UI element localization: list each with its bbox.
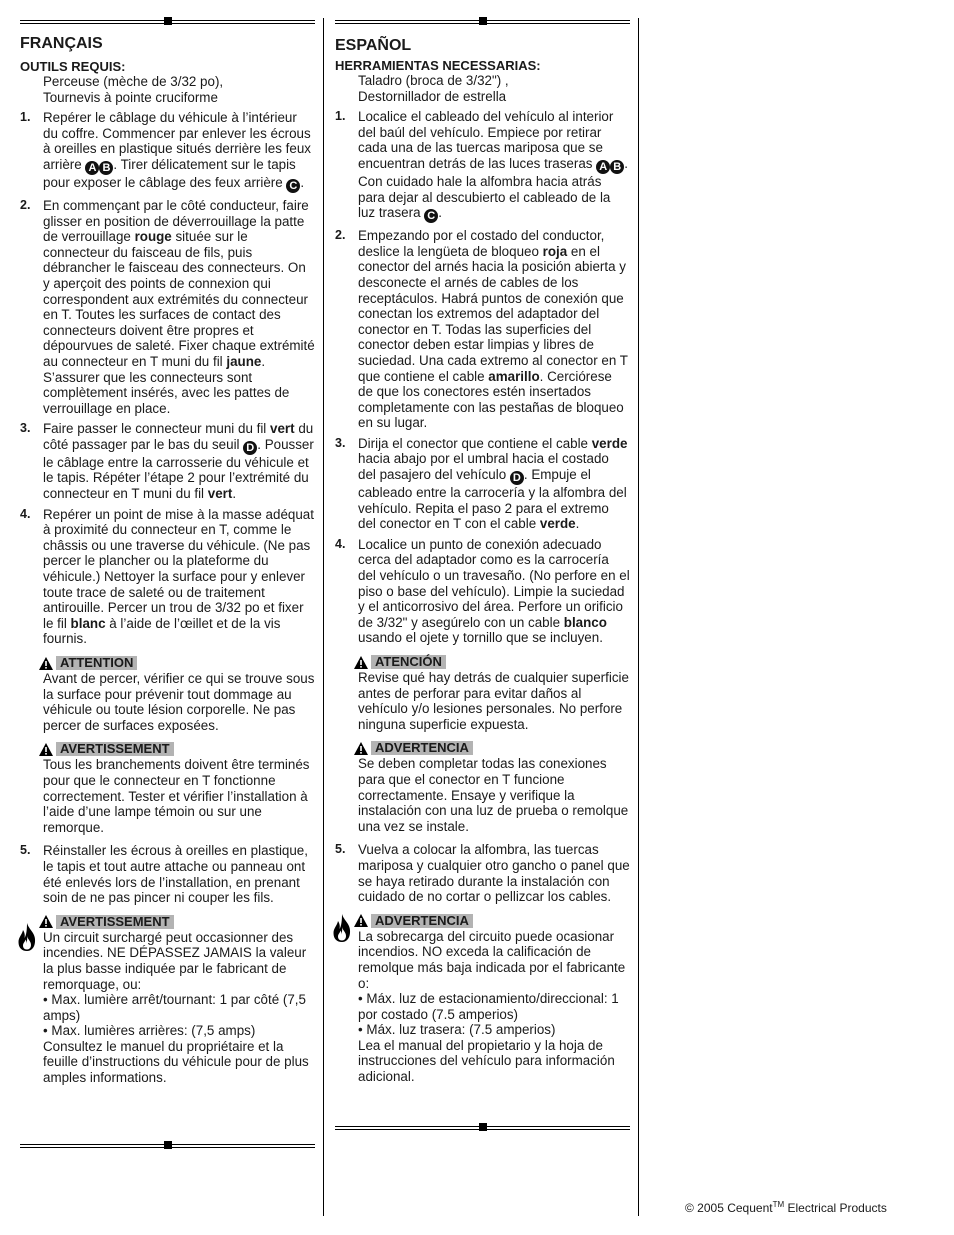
flame-icon bbox=[16, 922, 38, 952]
warning-triangle-icon bbox=[354, 742, 368, 755]
step-number: 4. bbox=[335, 536, 346, 551]
french-step-3: 3. Faire passer le connecteur muni du fil vert du côté passager par le bas du seuil D . Pousser le câblage entre la carrosserie du véhicule et le tapis. Répéter l’étape 2 pour l’extrémité du connecteur en T muni du fil vert. bbox=[20, 421, 314, 502]
french-warning-box-1 bbox=[20, 741, 315, 835]
marker-b-icon: B bbox=[99, 161, 113, 175]
attention-text: Revise qué hay detrás de cualquier superficie antes de perforar para evitar daños al vehículo y/o lesiones personales. No perfore ninguna superficie expuesta. bbox=[358, 670, 629, 732]
spanish-column bbox=[335, 37, 630, 1085]
fire-warning-text-3: • Máx. luz trasera: (7.5 amperios) bbox=[358, 1022, 556, 1038]
marker-a-icon: A bbox=[596, 160, 610, 174]
column-divider-2 bbox=[638, 18, 639, 1216]
french-fire-warning-box bbox=[20, 914, 315, 1086]
spanish-attention-box bbox=[335, 654, 630, 732]
flame-icon bbox=[331, 913, 353, 943]
spanish-tools-heading: HERRAMIENTAS NECESSARIAS: bbox=[335, 58, 541, 73]
attention-label: ATTENTION bbox=[56, 656, 137, 670]
french-attention-box bbox=[20, 655, 315, 733]
spanish-fire-warning-box bbox=[335, 913, 630, 1085]
french-step-1: 1. Repérer le câblage du véhicule à l’intérieur du coffre. Commencer par enlever les écrous à oreilles en plastique situés derrière les feux arrière A B . Tirer délicatement sur le tapis pour exposer le câblage des feux arrière C . bbox=[20, 110, 311, 192]
spanish-heading: ESPAÑOL bbox=[335, 37, 412, 54]
fire-warning-text-4: Lea el manual del propietario y la hoja de instrucciones del vehículo para información adicional. bbox=[358, 1037, 615, 1085]
spanish-step-4: 4. Localice un punto de conexión adecuado cerca del adaptador como es la carrocería del vehículo o un travesaño. (No perfore en el piso o base del vehículo). Limpie la suciedad y el anticorrosivo del área. Perfore un orificio de 3/32" y asegúrelo con un cable blanco usando el ojete y tornillo que se incluyen. bbox=[335, 536, 630, 646]
step-number: 2. bbox=[335, 228, 346, 243]
marker-d-icon: D bbox=[243, 441, 257, 455]
step-number: 3. bbox=[20, 421, 31, 436]
attention-text: Avant de percer, vérifier ce qui se trouve sous la surface pour prévenir tout dommage au véhicule ou toute lésion corporelle. Ne pas percer de surfaces exposées. bbox=[43, 671, 315, 733]
copyright-footer: © 2005 Cequent™ Electrical Products bbox=[685, 1200, 887, 1215]
spanish-step-5: 5. Vuelva a colocar la alfombra, las tuercas mariposa y cualquier otro gancho o panel que se haya retirado durante la instalación con cuidado de no cortar o pellizcar los cables. bbox=[335, 842, 630, 905]
warning-triangle-icon bbox=[354, 914, 368, 927]
warning-text: Se deben completar todas las conexiones para que el conector en T funcione correctamente. Ensaye y verifique la instalación con una luz de prueba o remolque una vez se instale. bbox=[358, 756, 629, 834]
french-step-4: 4. Repérer un point de mise à la masse adéquat à proximité du connecteur en T, comme le châssis ou une traverse du véhicule. (Ne pas percer le plancher ou la plateforme du véhicule.) Nettoyer la surface pour y enlever toute trace de saleté ou de traitement antirouille. Percer un trou de 3/32 po et fixer le fil blanc à l’aide de l’œillet et de la vis fournis. bbox=[20, 506, 314, 647]
marker-a-icon: A bbox=[85, 161, 99, 175]
step-number: 4. bbox=[20, 506, 31, 521]
warning-triangle-icon bbox=[354, 656, 368, 669]
spanish-tool-2: Destornillador de estrella bbox=[358, 88, 507, 104]
step-number: 2. bbox=[20, 197, 31, 212]
step-number: 3. bbox=[335, 435, 346, 450]
fire-warning-text-2: • Máx. luz de estacionamiento/direccional: 1 por costado (7.5 amperios) bbox=[358, 991, 619, 1022]
bottom-rule-left bbox=[20, 1144, 315, 1148]
top-rule-right bbox=[335, 20, 630, 24]
french-heading: FRANÇAIS bbox=[20, 35, 103, 52]
marker-c-icon: C bbox=[286, 179, 300, 193]
spanish-step-1: 1. Localice el cableado del vehículo al interior del baúl del vehículo. Empiece por retirar cada una de las tuercas mariposa que se encuentran detrás de las luces traseras A B . Con cuidado hale la alfombra hacia atrás para dejar al descubierto el cableado de la luz trasera C . bbox=[335, 109, 628, 223]
attention-label: ATENCIÓN bbox=[371, 655, 446, 669]
warning-label: ADVERTENCIA bbox=[371, 914, 473, 928]
french-column bbox=[20, 35, 315, 1086]
top-rule-left bbox=[20, 20, 315, 24]
step-number: 5. bbox=[335, 842, 346, 857]
spanish-step-2: 2. Empezando por el costado del conductor, deslice la lengüeta de bloqueo roja en el conector del arnés hacia la posición abierta y desconecte el arnés de cables de los receptáculos. Habrá puntos de conexión que conectan los extremos del adaptador del conector en T. Todas las superficies del conector deben estar limpias y libres de suciedad. Una cada extremo al conector en T que contiene el cable amarillo. Cerciórese de que los conectores estén insertados completamente con las pestañas de bloqueo en su lugar. bbox=[335, 228, 628, 431]
spanish-step-3: 3. Dirija el conector que contiene el cable verde hacia abajo por el umbral hacia el costado del pasajero del vehículo D . Empuje el cableado entre la carrocería y la alfombra del vehículo. Repita el paso 2 para el extremo del conector en T con el cable verde. bbox=[335, 435, 628, 532]
fire-warning-text-4: Consultez le manuel du propriétaire et la feuille d’instructions du véhicule pour de plus amples informations. bbox=[43, 1038, 309, 1086]
french-tool-1: Perceuse (mèche de 3/32 po), bbox=[43, 74, 224, 89]
bottom-rule-right bbox=[335, 1126, 630, 1130]
warning-triangle-icon bbox=[39, 915, 53, 928]
marker-b-icon: B bbox=[610, 160, 624, 174]
warning-label: AVERTISSEMENT bbox=[56, 742, 174, 756]
warning-triangle-icon bbox=[39, 657, 53, 670]
marker-d-icon: D bbox=[510, 471, 524, 485]
spanish-tool-1: Taladro (broca de 3/32") , bbox=[358, 73, 509, 88]
warning-text: Tous les branchements doivent être terminés pour que le connecteur en T fonctionne correctement. Tester et vérifier l’installation à l’aide d’une lampe témoin ou sur une remorque. bbox=[43, 757, 310, 835]
marker-c-icon: C bbox=[424, 209, 438, 223]
step-number: 1. bbox=[335, 109, 346, 124]
warning-label: AVERTISSEMENT bbox=[56, 915, 174, 929]
fire-warning-text-2: • Max. lumière arrêt/tournant: 1 par côté (7,5 amps) bbox=[43, 992, 306, 1023]
spanish-warning-box-1 bbox=[335, 740, 630, 834]
french-step-2: 2. En commençant par le côté conducteur, faire glisser en position de déverrouillage la patte de verrouillage rouge située sur le connecteur du faisceau de fils, puis débrancher le faisceau des connecteurs. On y aperçoit des points de connexion qui correspondent aux extrémités du connecteur en T. Toutes les surfaces de contact des connecteurs doivent être propres et dépourvues de saleté. Fixer chaque extrémité au connecteur en T muni du fil jaune. S’assurer que les connecteurs sont complètement insérés, avec les pattes de verrouillage en place. bbox=[20, 197, 315, 416]
fire-warning-text-3: • Max. lumières arrières: (7,5 amps) bbox=[43, 1023, 256, 1039]
warning-triangle-icon bbox=[39, 743, 53, 756]
french-tools-heading: OUTILS REQUIS: bbox=[20, 59, 126, 74]
fire-warning-text-1: La sobrecarga del circuito puede ocasionar incendios. NO exceda la calificación de remolque más baja indicada por el fabricante o: bbox=[358, 928, 626, 991]
french-tool-2: Tournevis à pointe cruciforme bbox=[43, 89, 218, 105]
step-number: 1. bbox=[20, 110, 31, 125]
warning-label: ADVERTENCIA bbox=[371, 741, 473, 755]
step-number: 5. bbox=[20, 843, 31, 858]
fire-warning-text-1: Un circuit surchargé peut occasionner des incendies. NE DÉPASSEZ JAMAIS la valeur la plus basse indiquée par le fabricant de remorquage, ou: bbox=[43, 929, 307, 992]
french-step-5: 5. Réinstaller les écrous à oreilles en plastique, le tapis et tout autre attache ou panneau ont été enlevés lors de l’installation, en prenant soin de ne pas pincer ni couper les fils. bbox=[20, 843, 308, 906]
column-divider-1 bbox=[323, 18, 324, 1216]
